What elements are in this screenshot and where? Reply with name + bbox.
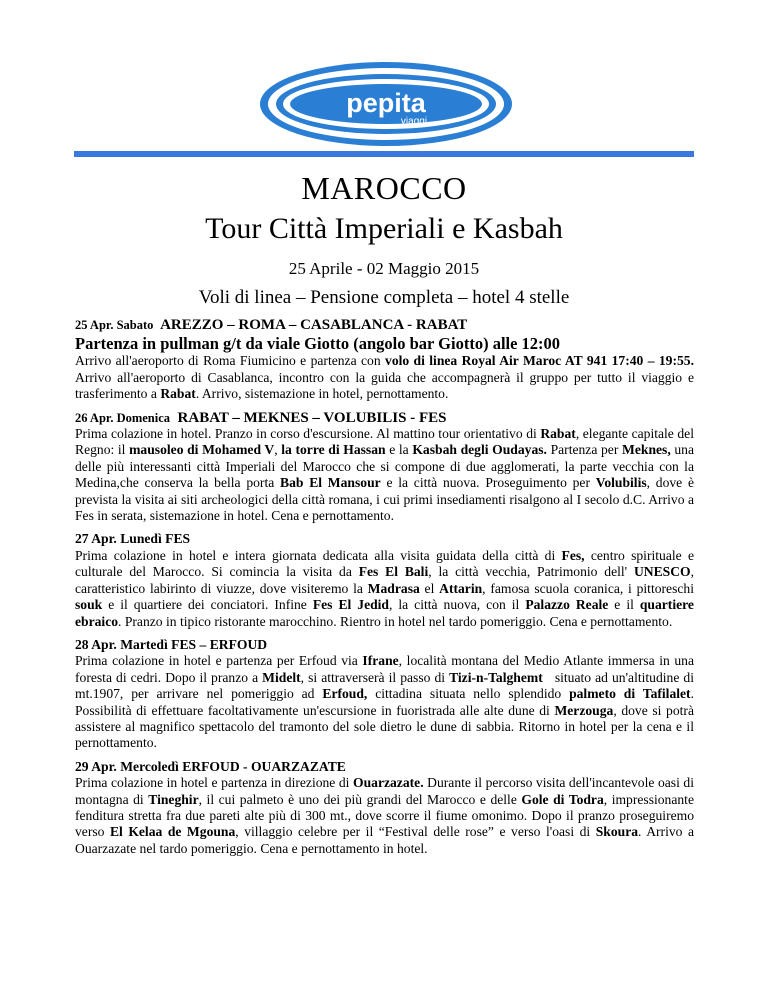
body-text: e il quartiere dei conciatori. Infine	[102, 597, 313, 613]
body-text: una delle più interessanti città Imperiali del Marocco che si compone di due agglomerati, la parte vecchia con la Medina,che conserva la bella porta	[75, 442, 698, 491]
logo-sub-text: viaggi	[400, 116, 428, 127]
body-text: , il cui palmeto è uno dei più grandi del Marocco e delle	[198, 791, 522, 807]
body-text: , la città nuova, con il	[389, 597, 526, 613]
body-text: ,	[274, 442, 282, 458]
day-date: 26 Apr. Domenica	[75, 410, 171, 425]
body-text: , dove è prevista la visita ai siti archeologici della città romana, i cui primi insediamenti risalgono al I secolo d.C. Arrivo a Fes in serata, sistemazione in hotel. Cena e pernottamento.	[75, 475, 698, 524]
itinerary-day	[75, 758, 698, 857]
highlight-text: Madrasa	[367, 580, 420, 596]
highlight-text: Volubilis	[595, 475, 647, 491]
day-heading	[75, 410, 694, 426]
body-text: el	[419, 580, 440, 596]
highlight-text: Gole di Todra	[521, 791, 604, 807]
day-description	[75, 353, 698, 402]
itinerary-day	[75, 636, 698, 752]
itinerary-day	[75, 409, 698, 525]
highlight-text: Erfoud,	[322, 686, 368, 702]
day-route: FES – ERFOUD	[167, 636, 268, 652]
highlight-text: Attarin	[439, 580, 483, 596]
body-text: , caratteristico labirinto di viuzze, dove visiteremo la	[75, 564, 698, 596]
body-text: , località montana del Medio Atlante immersa in una foresta di cedri. Dopo il pranzo a	[75, 653, 698, 685]
itinerary-day	[75, 531, 698, 629]
body-text: , si attraverserà il passo di	[300, 669, 450, 685]
body-text: Prima colazione in hotel e partenza per Erfoud via	[75, 653, 363, 669]
day-subheading: Partenza in pullman g/t da viale Giotto (angolo bar Giotto) alle 12:00	[75, 334, 561, 354]
itinerary	[75, 317, 698, 864]
highlight-text: volo di linea Royal Air Maroc AT 941 17:40 – 19:55.	[385, 353, 694, 369]
body-text: . Pranzo in tipico ristorante marocchino. Rientro in hotel nel tardo pomeriggio. Cena e pernottamento.	[118, 613, 673, 629]
highlight-text: Tineghir	[148, 791, 199, 807]
day-date: 25 Apr. Sabato	[75, 318, 154, 332]
day-date: 27 Apr. Lunedì	[75, 531, 162, 547]
day-route: RABAT – MEKNES – VOLUBILIS - FES	[170, 409, 447, 426]
day-description	[75, 547, 698, 630]
highlight-text: quartiere ebraico	[75, 597, 698, 629]
body-text: e la città nuova. Proseguimento per	[380, 475, 596, 491]
day-heading	[75, 759, 694, 775]
day-description	[75, 653, 698, 751]
pepita-viaggi-logo	[258, 60, 514, 148]
highlight-text: Tizi-n-Talghemt	[449, 669, 543, 685]
day-route: FES	[161, 531, 191, 547]
body-text: , elegante capitale del Regno: il	[75, 426, 698, 458]
itinerary-day	[75, 317, 698, 403]
day-route: ERFOUD - OUARZAZATE	[178, 758, 346, 774]
day-description	[75, 775, 698, 857]
tour-dates: 25 Aprile - 02 Maggio 2015	[288, 259, 480, 278]
body-text: cittadina situata nello splendido	[367, 686, 570, 702]
highlight-text: Ifrane	[362, 653, 399, 669]
body-text: . Possibilità di effettuare facoltativamente un'escursione in fuoristrada alle alte dune di	[75, 686, 698, 718]
body-text: Arrivo all'aeroporto di Roma Fiumicino e partenza con	[75, 353, 386, 369]
body-text: Partenza per	[546, 442, 623, 458]
body-text: centro spirituale e culturale del Marocco. Si comincia la visita da	[75, 547, 698, 580]
body-text: Prima colazione in hotel e partenza in direzione di	[75, 775, 354, 791]
body-text: , impressionante fenditura stretta fra due pareti alte più di 300 mt., dove scorre il fiume omonimo. Dopo il pranzo proseguiremo verso	[75, 791, 698, 840]
highlight-text: Kasbah degli Oudayas.	[412, 442, 547, 458]
country-title: MAROCCO	[301, 170, 467, 206]
body-text: . Arrivo, sistemazione in hotel, pernottamento.	[195, 386, 449, 402]
highlight-text: Fes El Bali	[358, 564, 429, 580]
highlight-text: Rabat	[540, 426, 576, 442]
body-text: . Arrivo a Ouarzazate nel tardo pomeriggio. Cena e pernottamento in hotel.	[75, 824, 698, 856]
day-route: AREZZO – ROMA – CASABLANCA - RABAT	[153, 317, 468, 333]
body-text: Arrivo all'aeroporto di Casablanca, incontro con la guida che accompagnerà il gruppo per tutto il viaggio e trasferimento a	[75, 353, 698, 402]
highlight-text: souk	[75, 597, 103, 613]
highlight-text: UNESCO	[633, 564, 691, 580]
body-text: Durante il percorso visita dell'incantevole oasi di montagna di	[75, 775, 698, 807]
body-text: Prima colazione in hotel. Pranzo in corso d'escursione. Al mattino tour orientativo di	[75, 426, 541, 442]
day-heading	[75, 317, 694, 333]
highlight-text: Bab El Mansour	[280, 475, 381, 491]
highlight-text: palmeto di Tafilalet	[569, 686, 691, 702]
highlight-text: Skoura	[595, 824, 639, 840]
tour-title: Tour Città Imperiali e Kasbah	[205, 212, 563, 245]
body-text: , villaggio celebre per il “Festival delle rose” e verso l'oasi di	[235, 824, 596, 840]
highlight-text: El Kelaa de Mgouna	[109, 824, 236, 840]
header-divider	[74, 151, 694, 157]
tour-features: Voli di linea – Pensione completa – hotel 4 stelle	[198, 287, 570, 308]
body-text: , famosa scuola coranica, i pittoreschi	[482, 580, 698, 596]
day-description	[75, 426, 698, 524]
logo-brand-text: pepita	[346, 88, 426, 118]
body-text: , dove si potrà assistere al magnifico spettacolo del tramonto del sole dietro le dune di sabbia. Ritorno in hotel per la cena e il pernottamento.	[75, 702, 698, 751]
day-date: 29 Apr. Mercoledì	[75, 758, 179, 774]
highlight-text: Fes,	[561, 547, 585, 563]
highlight-text: Meknes,	[622, 442, 671, 458]
highlight-text: Ouarzazate.	[353, 775, 424, 791]
body-text: situato ad un'altitudine di mt.1907, per arrivare nel pomeriggio ad	[75, 669, 698, 702]
highlight-text: Palazzo Reale	[525, 597, 609, 613]
body-text: Prima colazione in hotel e intera giornata dedicata alla visita guidata della città di	[75, 547, 562, 563]
highlight-text: la torre di Hassan	[281, 442, 386, 458]
highlight-text: Midelt	[262, 669, 301, 685]
logo-graphic	[258, 60, 514, 148]
body-text: e la	[385, 442, 413, 458]
body-text: e il	[608, 597, 640, 613]
highlight-text: Rabat	[160, 386, 196, 402]
highlight-text: Merzouga	[554, 702, 614, 718]
day-heading	[75, 637, 694, 653]
day-date: 28 Apr. Martedì	[75, 636, 168, 652]
body-text: , la città vecchia, Patrimonio dell'	[428, 564, 634, 580]
day-heading	[75, 531, 694, 547]
highlight-text: mausoleo di Mohamed V	[129, 442, 275, 458]
highlight-text: Fes El Jedid	[312, 597, 389, 613]
